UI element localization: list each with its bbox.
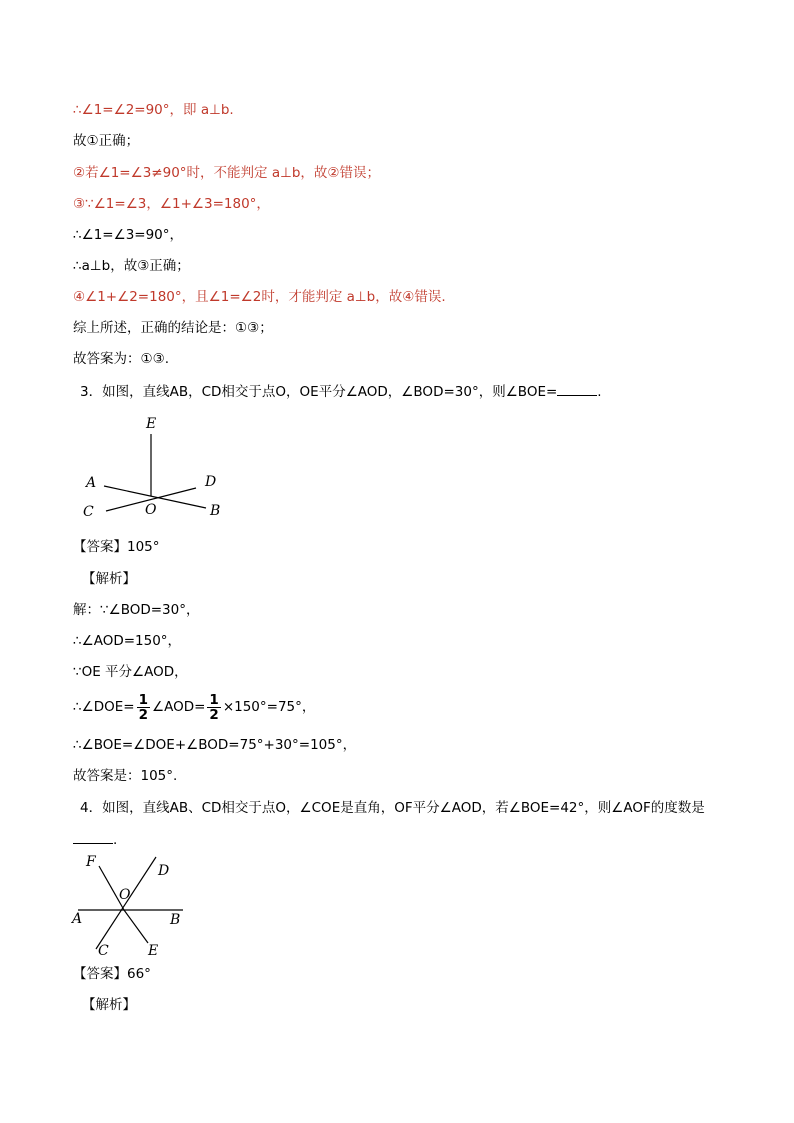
question-4-analysis-heading: 【解析】 xyxy=(82,997,136,1013)
label-b: B xyxy=(170,912,181,928)
question-3-prompt xyxy=(80,381,602,402)
solution-line-8: 综上所述，正确的结论是：①③； xyxy=(73,320,273,336)
q3-step-3: ∵OE 平分∠AOD， xyxy=(73,664,188,680)
fraction-denominator: 2 xyxy=(209,706,219,723)
label-o: O xyxy=(145,502,157,518)
question-4-answer: 【答案】66° xyxy=(73,966,151,982)
fraction-numerator: 1 xyxy=(138,691,148,708)
solution-line-6: ∴a⊥b，故③正确； xyxy=(73,258,190,274)
question-3-end: . xyxy=(597,384,602,400)
line-cd xyxy=(96,857,156,949)
question-4-end: . xyxy=(113,832,118,848)
question-3-analysis-heading: 【解析】 xyxy=(82,571,136,587)
question-4-prompt: 4．如图，直线AB、CD相交于点O，∠COE是直角，OF平分∠AOD，若∠BOE=42°，则∠AOF的度数是 xyxy=(80,800,705,816)
solution-line-1: ∴∠1=∠2=90°，即 a⊥b. xyxy=(73,102,234,118)
answer-blank xyxy=(557,381,597,396)
solution-line-4: ③∵∠1=∠3，∠1+∠3=180°， xyxy=(73,196,270,212)
question-4-figure xyxy=(68,852,198,964)
q3-step-2: ∴∠AOD=150°， xyxy=(73,633,182,649)
label-a: A xyxy=(72,911,83,927)
label-f: F xyxy=(86,854,96,870)
label-c: C xyxy=(83,504,94,520)
fraction-one-half xyxy=(207,693,220,722)
question-3-figure xyxy=(70,408,240,528)
solution-line-7: ④∠1+∠2=180°，且∠1=∠2时，才能判定 a⊥b，故④错误. xyxy=(73,289,446,305)
solution-line-3: ②若∠1=∠3≠90°时，不能判定 a⊥b，故②错误； xyxy=(73,165,381,181)
label-e: E xyxy=(148,943,159,959)
q3-step-4-part-a: ∴∠DOE= xyxy=(73,699,135,715)
q3-step-4-part-c: ×150°=75°， xyxy=(222,699,316,715)
label-e: E xyxy=(146,416,157,432)
q3-step-1: 解：∵∠BOD=30°， xyxy=(73,602,200,618)
q3-step-5: ∴∠BOE=∠DOE+∠BOD=75°+30°=105°， xyxy=(73,737,357,753)
fraction-one-half xyxy=(137,693,150,722)
question-3-answer: 【答案】105° xyxy=(73,539,160,555)
q3-step-4-part-b: ∠AOD= xyxy=(151,699,206,715)
solution-line-2: 故①正确； xyxy=(73,133,140,149)
question-3-text: 3．如图，直线AB，CD相交于点O，OE平分∠AOD，∠BOD=30°，则∠BOE= xyxy=(80,384,558,400)
solution-line-9: 故答案为：①③. xyxy=(73,351,169,367)
label-b: B xyxy=(210,503,221,519)
ray-oe xyxy=(124,910,148,943)
q3-step-4 xyxy=(73,692,315,722)
label-o: O xyxy=(119,887,131,903)
fraction-numerator: 1 xyxy=(209,691,219,708)
question-4-blank-line xyxy=(73,829,117,850)
solution-line-5: ∴∠1=∠3=90°， xyxy=(73,227,184,243)
label-a: A xyxy=(86,475,97,491)
fraction-denominator: 2 xyxy=(138,706,148,723)
label-d: D xyxy=(158,863,170,879)
q3-step-6: 故答案是：105°. xyxy=(73,768,178,784)
label-d: D xyxy=(205,474,217,490)
answer-blank xyxy=(73,829,113,844)
label-c: C xyxy=(98,943,109,959)
